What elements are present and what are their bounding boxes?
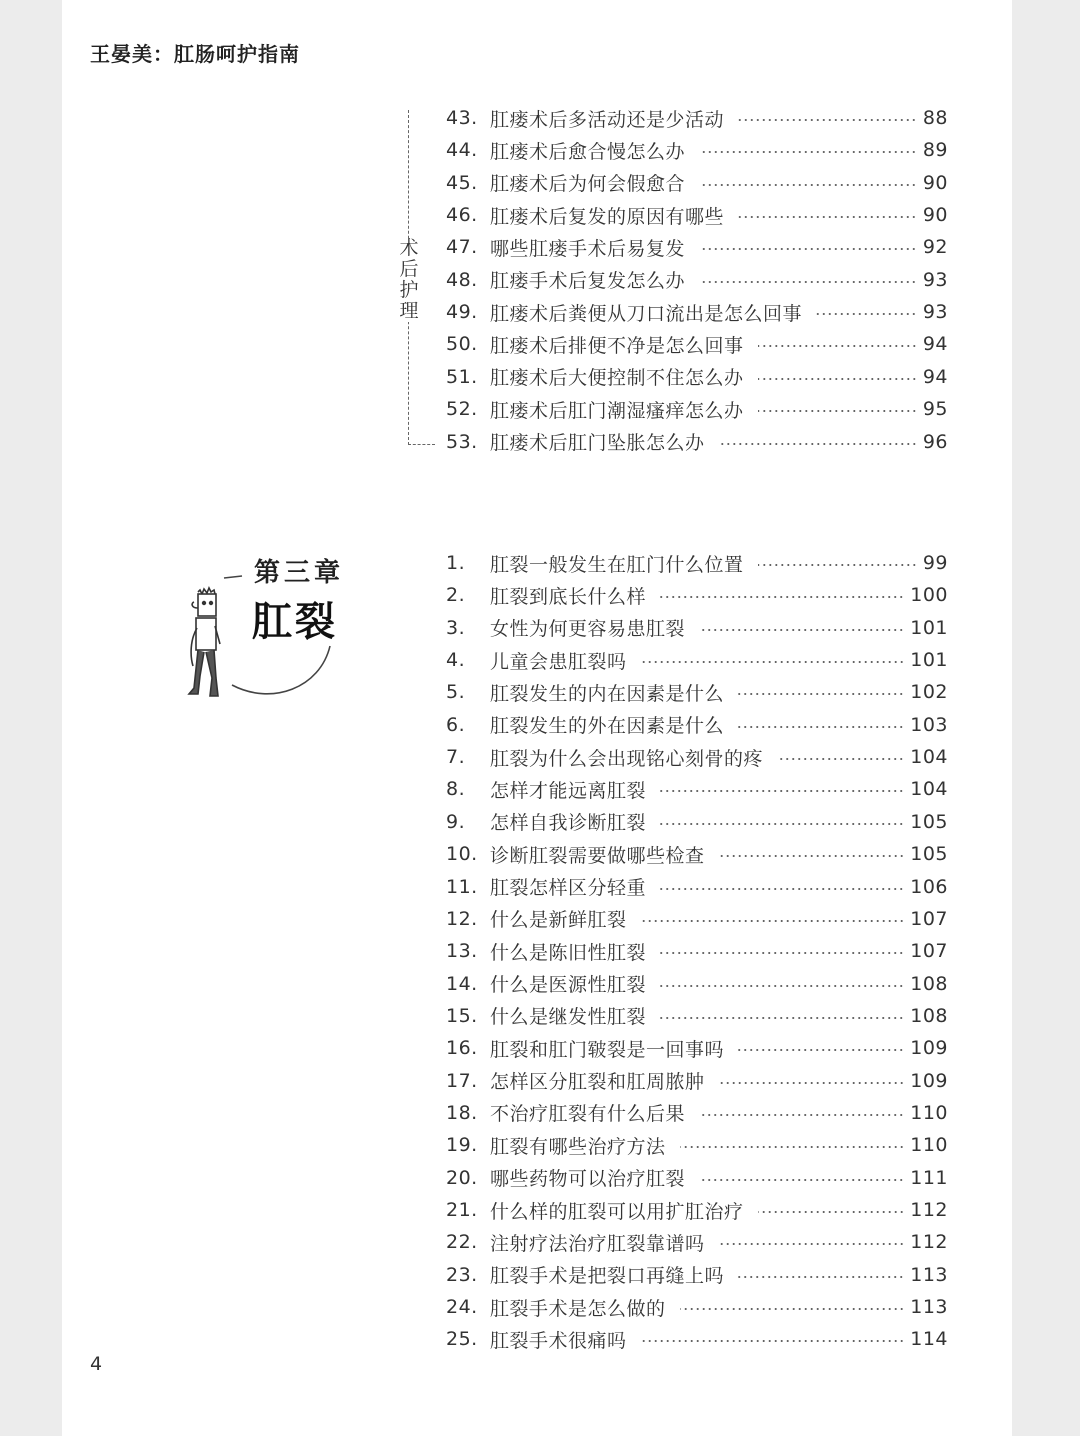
toc-entry-title: 什么是陈旧性肛裂 <box>490 941 647 964</box>
toc-entry-number: 1. <box>446 552 466 574</box>
toc-entry-page: 110 <box>910 1134 948 1157</box>
toc-entry <box>446 970 948 998</box>
toc-entry-number: 46. <box>446 204 478 227</box>
toc-entry-title: 什么是继发性肛裂 <box>490 1006 647 1029</box>
toc-entry-page: 101 <box>910 616 948 639</box>
toc-entry <box>446 711 948 739</box>
toc-leader-dots <box>699 151 917 153</box>
toc-entry-page: 112 <box>910 1199 948 1221</box>
toc-leader-dots <box>641 1340 905 1342</box>
toc-leader-dots <box>680 1308 905 1310</box>
toc-leader-dots <box>660 596 904 598</box>
toc-entry-number: 24. <box>446 1296 478 1319</box>
toc-leader-dots <box>758 345 917 347</box>
toc-entry-number: 48. <box>446 268 478 291</box>
toc-entry-title: 肛裂手术是把裂口再缝上吗 <box>490 1265 725 1288</box>
toc-entry-page: 113 <box>910 1296 948 1319</box>
toc-entry-number: 5. <box>446 681 466 704</box>
toc-entry <box>446 169 948 197</box>
toc-entry-page: 108 <box>910 1004 948 1027</box>
toc-entry-title: 怎样区分肛裂和肛周脓肿 <box>490 1071 705 1094</box>
toc-entry <box>446 298 948 326</box>
toc-entry-number: 52. <box>446 398 478 421</box>
toc-entry-number: 47. <box>446 236 478 259</box>
toc-entry-number: 12. <box>446 907 478 930</box>
toc-entry-title: 肛瘘术后复发的原因有哪些 <box>490 205 725 228</box>
page-number: 4 <box>90 1353 103 1375</box>
toc-leader-dots <box>699 629 904 631</box>
toc-leader-dots <box>758 410 917 412</box>
cartoon-boy-icon <box>189 588 220 696</box>
toc-entry-title: 肛瘘术后粪便从刀口流出是怎么回事 <box>490 302 803 325</box>
toc-entry <box>446 1261 948 1289</box>
toc-leader-dots <box>719 1243 905 1245</box>
toc-leader-dots <box>641 661 905 663</box>
toc-leader-dots <box>719 443 917 445</box>
toc-entry-title: 肛裂怎样区分轻重 <box>490 877 647 899</box>
toc-leader-dots <box>719 1082 905 1084</box>
toc-entry-page: 105 <box>910 843 948 866</box>
toc-entry-title: 肛瘘术后为何会假愈合 <box>490 173 686 196</box>
toc-entry-number: 3. <box>446 616 466 639</box>
toc-leader-dots <box>777 758 904 760</box>
toc-entry <box>446 1034 948 1062</box>
toc-entry <box>446 395 948 423</box>
toc-entry-title: 肛裂发生的内在因素是什么 <box>490 682 725 705</box>
toc-entry-page: 102 <box>910 681 948 704</box>
toc-entry <box>446 266 948 294</box>
toc-entry-number: 14. <box>446 972 478 995</box>
toc-entry <box>446 1325 948 1353</box>
toc-entry-page: 90 <box>922 204 948 227</box>
toc-entry-page: 110 <box>910 1101 948 1124</box>
toc-entry-number: 9. <box>446 810 466 833</box>
toc-entry-number: 11. <box>446 875 478 898</box>
toc-entry-page: 111 <box>910 1166 948 1189</box>
toc-entry-number: 15. <box>446 1004 478 1027</box>
toc-entry-page: 93 <box>922 301 948 324</box>
toc-entry-page: 106 <box>910 875 948 898</box>
toc-entry <box>446 1228 948 1256</box>
toc-entry <box>446 104 948 132</box>
toc-entry <box>446 743 948 771</box>
toc-entry-page: 113 <box>910 1263 948 1286</box>
toc-leader-dots <box>699 281 917 283</box>
toc-entry <box>446 1067 948 1095</box>
toc-entry-title: 什么是医源性肛裂 <box>490 974 647 997</box>
chapter-title: 肛裂 <box>252 598 338 645</box>
toc-entry-number: 43. <box>446 107 478 129</box>
toc-entry-number: 2. <box>446 584 466 607</box>
toc-entry-page: 104 <box>910 778 948 801</box>
toc-entry-number: 45. <box>446 171 478 194</box>
toc-entry-page: 109 <box>910 1069 948 1092</box>
toc-entry-title: 什么是新鲜肛裂 <box>490 909 627 932</box>
toc-entry-page: 107 <box>910 907 948 930</box>
toc-leader-dots <box>680 1146 905 1148</box>
toc-entry-page: 90 <box>922 171 948 194</box>
chapter-label: 第三章 <box>254 558 345 588</box>
toc-leader-dots <box>738 1276 904 1278</box>
toc-entry-title: 肛裂为什么会出现铭心刻骨的疼 <box>490 747 764 770</box>
toc-entry <box>446 1099 948 1127</box>
toc-leader-dots <box>699 184 917 186</box>
book-title: 王晏美：肛肠呵护指南 <box>90 42 300 66</box>
toc-entry <box>446 428 948 456</box>
toc-entry-title: 肛瘘术后愈合慢怎么办 <box>490 140 686 163</box>
toc-entry <box>446 136 948 164</box>
toc-leader-dots <box>738 119 917 121</box>
toc-entry <box>446 1293 948 1321</box>
toc-leader-dots <box>738 216 917 218</box>
toc-leader-dots <box>699 248 917 250</box>
toc-entry-title: 哪些肛瘘手术后易复发 <box>490 237 686 260</box>
toc-entry-title: 肛瘘术后肛门坠胀怎么办 <box>490 432 705 454</box>
toc-entry-title: 儿童会患肛裂吗 <box>490 650 627 673</box>
toc-entry-number: 19. <box>446 1134 478 1157</box>
toc-entry-page: 109 <box>910 1037 948 1060</box>
toc-entry-title: 肛裂手术很痛吗 <box>490 1329 627 1352</box>
toc-entry-number: 4. <box>446 649 466 672</box>
toc-entry <box>446 646 948 674</box>
toc-entry-number: 20. <box>446 1166 478 1189</box>
toc-entry-title: 肛瘘术后大便控制不住怎么办 <box>490 367 744 390</box>
toc-entry <box>446 808 948 836</box>
toc-leader-dots <box>660 1017 904 1019</box>
toc-entry-title: 不治疗肛裂有什么后果 <box>490 1103 686 1126</box>
toc-entry-number: 49. <box>446 301 478 324</box>
toc-entry-number: 17. <box>446 1069 478 1092</box>
toc-entry <box>446 775 948 803</box>
toc-entry-title: 肛裂有哪些治疗方法 <box>490 1135 666 1158</box>
toc-entry-page: 99 <box>922 552 948 574</box>
toc-entry-title: 肛裂发生的外在因素是什么 <box>490 715 725 738</box>
toc-entry <box>446 937 948 965</box>
toc-entry <box>446 581 948 609</box>
toc-entry-page: 94 <box>922 365 948 388</box>
toc-entry-number: 18. <box>446 1101 478 1124</box>
toc-leader-dots <box>660 790 904 792</box>
toc-entry-page: 107 <box>910 940 948 963</box>
toc-leader-dots <box>641 920 905 922</box>
toc-leader-dots <box>660 952 904 954</box>
toc-entry-title: 肛裂手术是怎么做的 <box>490 1297 666 1320</box>
toc-entry-page: 94 <box>922 333 948 356</box>
toc-entry <box>446 614 948 642</box>
toc-entry-number: 6. <box>446 713 466 736</box>
emblem-arc <box>232 646 330 694</box>
toc-entry-page: 101 <box>910 649 948 672</box>
toc-entry-number: 13. <box>446 940 478 963</box>
toc-entry-number: 25. <box>446 1328 478 1351</box>
toc-entry-title: 怎样自我诊断肛裂 <box>490 812 647 835</box>
toc-entry-number: 21. <box>446 1199 478 1221</box>
toc-entry <box>446 873 948 901</box>
toc-entry-number: 22. <box>446 1231 478 1254</box>
toc-leader-dots <box>738 1049 904 1051</box>
toc-entry-number: 16. <box>446 1037 478 1060</box>
toc-leader-dots <box>738 726 904 728</box>
toc-leader-dots <box>660 823 904 825</box>
toc-entry-title: 肛瘘术后多活动还是少活动 <box>490 108 725 131</box>
toc-entry-page: 92 <box>922 236 948 259</box>
toc-entry <box>446 840 948 868</box>
toc-leader-dots <box>816 313 917 315</box>
toc-entry-title: 肛裂到底长什么样 <box>490 585 647 608</box>
toc-entry-page: 114 <box>910 1328 948 1351</box>
toc-entry-page: 105 <box>910 810 948 833</box>
toc-entry-title: 什么样的肛裂可以用扩肛治疗 <box>490 1200 744 1223</box>
toc-entry <box>446 1164 948 1192</box>
toc-leader-dots <box>719 855 905 857</box>
toc-entry-title: 注射疗法治疗肛裂靠谱吗 <box>490 1232 705 1255</box>
toc-entry <box>446 678 948 706</box>
toc-entry-page: 93 <box>922 268 948 291</box>
section-label: 术后护理 <box>399 237 419 322</box>
toc-entry-page: 88 <box>922 107 948 129</box>
toc-leader-dots <box>758 1211 905 1213</box>
toc-entry <box>446 363 948 391</box>
toc-leader-dots <box>699 1114 904 1116</box>
toc-entry-page: 108 <box>910 972 948 995</box>
toc-entry-title: 肛瘘术后肛门潮湿瘙痒怎么办 <box>490 399 744 422</box>
toc-entry-number: 44. <box>446 139 478 162</box>
toc-entry-page: 112 <box>910 1231 948 1254</box>
toc-entry-page: 104 <box>910 746 948 769</box>
toc-entry-title: 诊断肛裂需要做哪些检查 <box>490 844 705 867</box>
toc-entry-number: 7. <box>446 746 466 769</box>
toc-leader-dots <box>758 564 917 566</box>
toc-entry <box>446 549 948 577</box>
toc-leader-dots <box>758 378 917 380</box>
toc-entry-title: 哪些药物可以治疗肛裂 <box>490 1168 686 1191</box>
toc-entry <box>446 201 948 229</box>
toc-entry-page: 103 <box>910 713 948 736</box>
toc-entry <box>446 905 948 933</box>
toc-entry-title: 怎样才能远离肛裂 <box>490 779 647 802</box>
toc-leader-dots <box>699 1179 904 1181</box>
toc-entry-title: 肛瘘手术后复发怎么办 <box>490 270 686 293</box>
toc-entry <box>446 233 948 261</box>
toc-entry-page: 89 <box>922 139 948 162</box>
toc-entry-number: 8. <box>446 778 466 801</box>
toc-entry-page: 95 <box>922 398 948 421</box>
toc-entry-number: 50. <box>446 333 478 356</box>
toc-entry-number: 51. <box>446 365 478 388</box>
toc-entry-page: 96 <box>922 430 948 453</box>
toc-entry-number: 53. <box>446 430 478 453</box>
toc-leader-dots <box>660 985 904 987</box>
toc-entry <box>446 1002 948 1030</box>
toc-leader-dots <box>660 888 904 890</box>
toc-entry <box>446 330 948 358</box>
toc-entry <box>446 1131 948 1159</box>
toc-entry-title: 肛瘘术后排便不净是怎么回事 <box>490 334 744 357</box>
toc-entry-number: 23. <box>446 1263 478 1286</box>
emblem-dash <box>224 576 242 578</box>
toc-entry <box>446 1196 948 1224</box>
toc-entry-title: 女性为何更容易患肛裂 <box>490 618 686 641</box>
toc-entry-title: 肛裂和肛门皲裂是一回事吗 <box>490 1038 725 1061</box>
toc-leader-dots <box>738 693 904 695</box>
toc-entry-title: 肛裂一般发生在肛门什么位置 <box>490 553 744 576</box>
toc-entry-page: 100 <box>910 584 948 607</box>
toc-entry-number: 10. <box>446 843 478 866</box>
